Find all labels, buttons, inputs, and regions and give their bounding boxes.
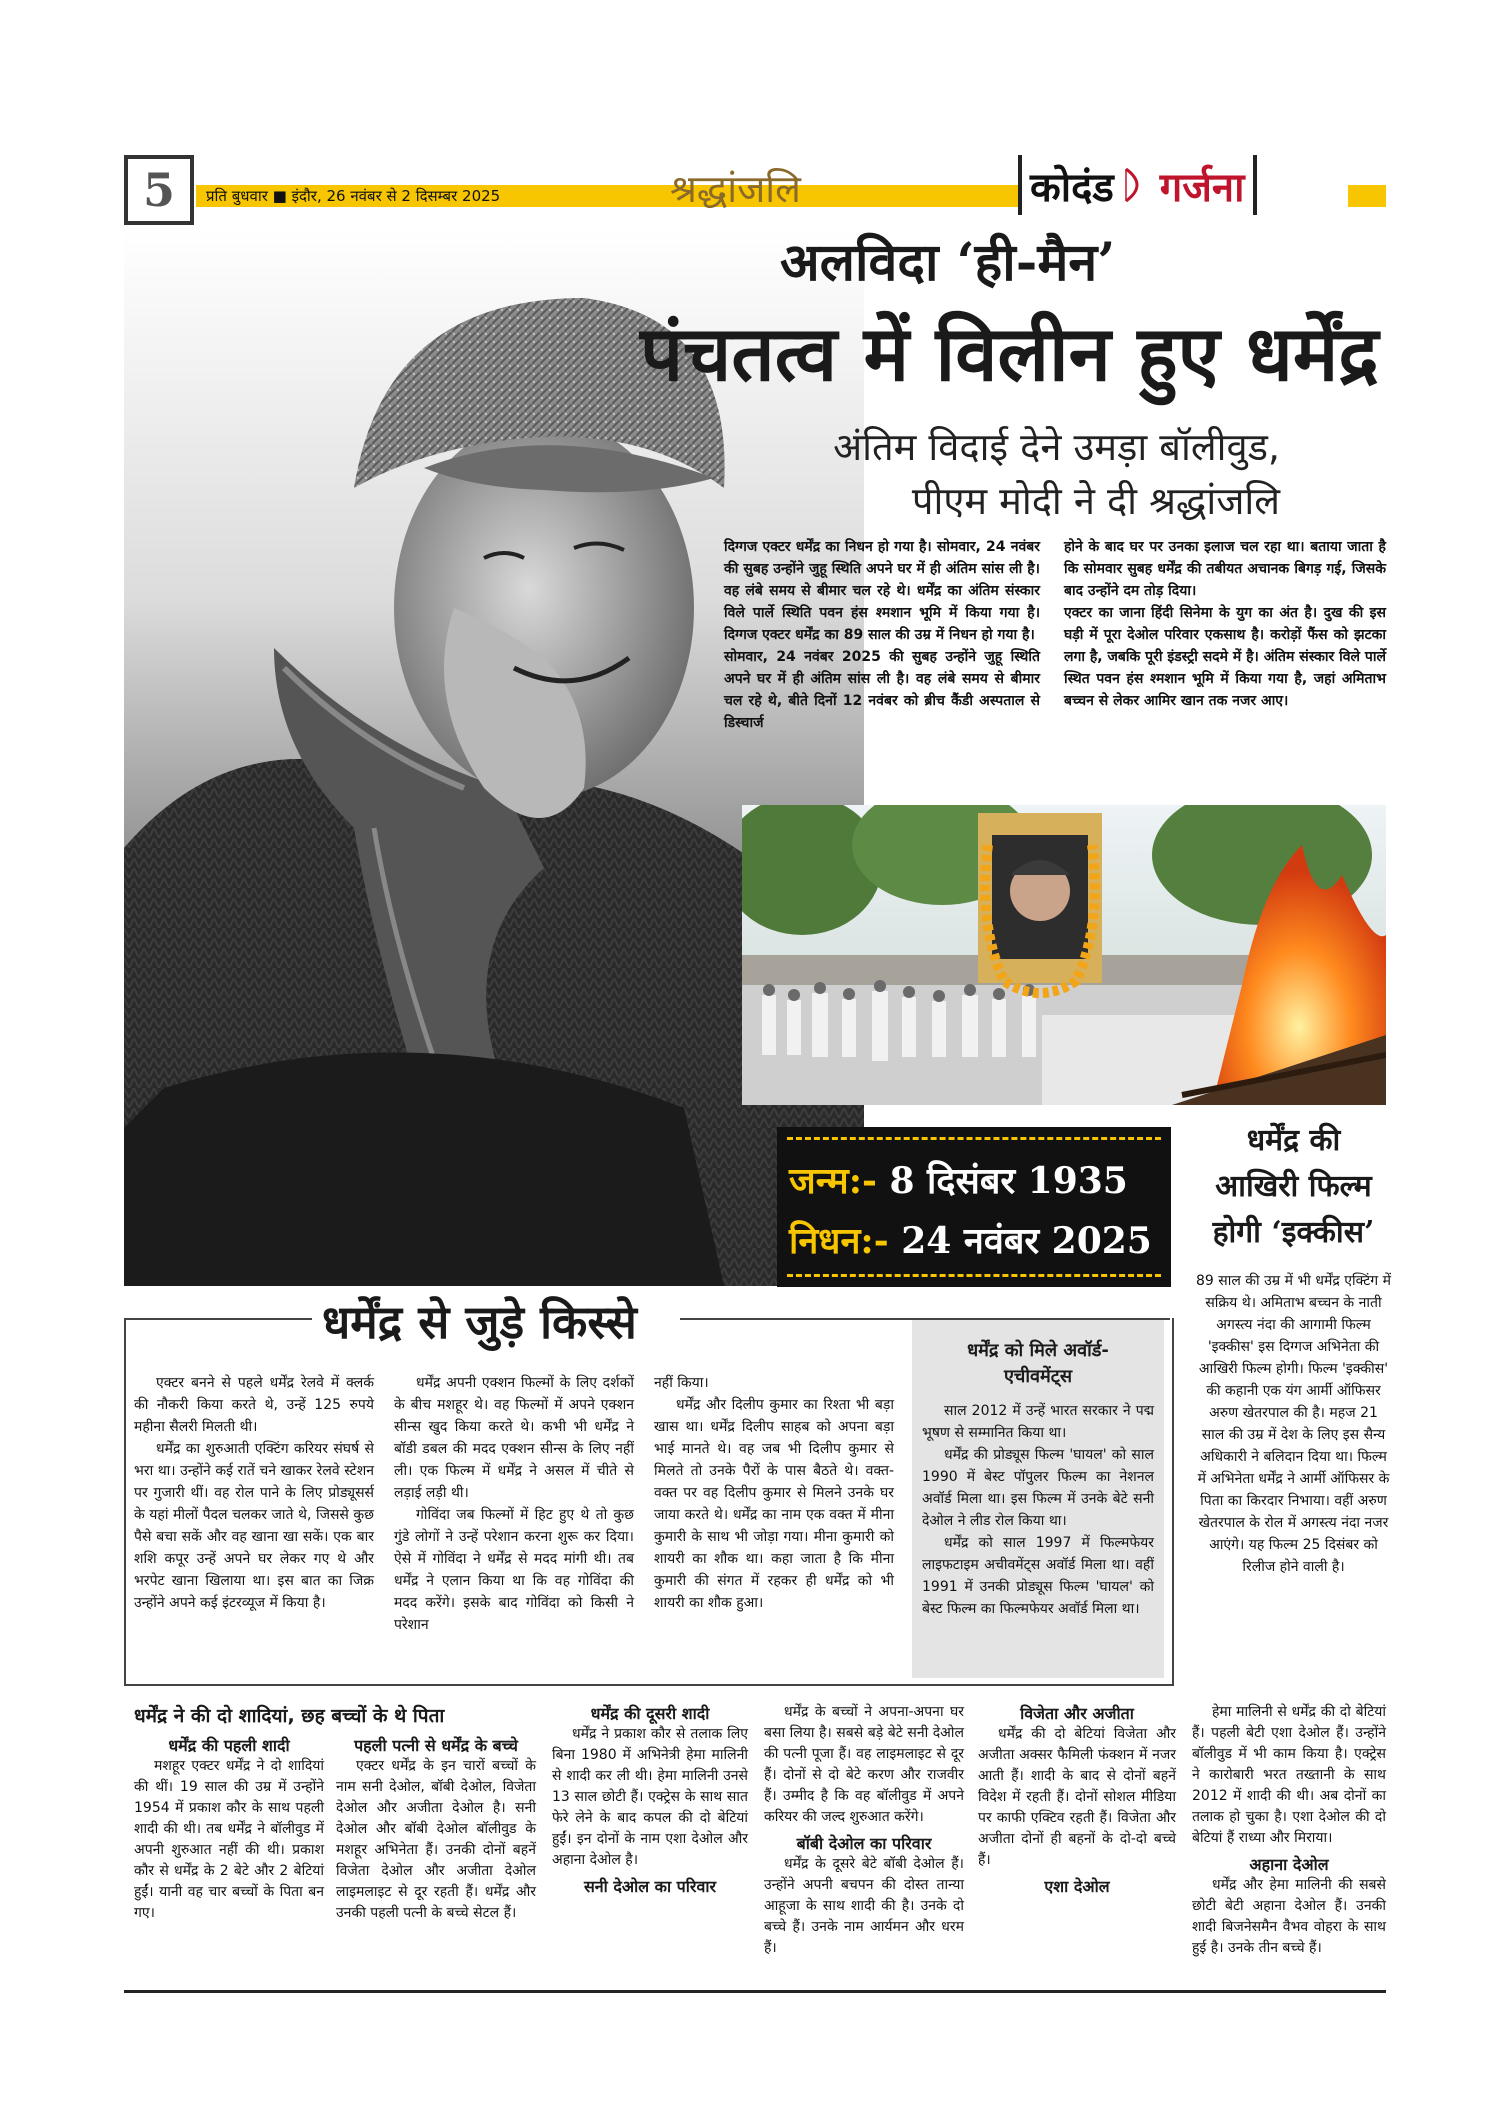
sub-headline-line1: अंतिम विदाई देने उमड़ा बॉलीवुड, [833,425,1280,469]
story-paragraph: एक्टर बनने से पहले धर्मेंद्र रेलवे में क्लर्क की नौकरी किया करते थे, उन्हें 125 रुपये महीना सैलरी मिलती थी। [134,1375,374,1435]
awards-paragraph: धर्मेंद्र की प्रोड्यूस फिल्म 'घायल' को साल 1990 में बेस्ट पॉपुलर फिल्म का नेशनल अवॉर्ड मिला था। इस फिल्म में उनके बेटे सनी देओल ने लीड रोल किया था। [922,1447,1154,1529]
intro-paragraph: होने के बाद घर पर उनका इलाज चल रहा था। बताया जाता है कि सोमवार सुबह धर्मेंद्र की तबीयत अचानक बिगड़ गई, जिसके बाद उन्होंने दम तोड़ दिया। [1064,539,1386,599]
first-kids-text: एक्टर धर्मेंद्र के इन चारों बच्चों के नाम सनी देओल, बॉबी देओल, विजेता देओल और अजीता देओल है। सनी देओल और बॉबी देओल बॉलीवुड के मशहूर अभिनेता हैं। उनकी दोनों बहनें विजेता देओल और अजीता देओल लाइमलाइट से दूर रहती हैं। धर्मेंद्र और उनकी पहली पत्नी के बच्चे सेटल हैं। [336,1758,536,1921]
second-marriage-title: धर्मेंद्र की दूसरी शादी [590,1704,710,1723]
story-column-1 [134,1372,374,1614]
second-marriage-body [552,1724,748,1871]
main-headline: पंचतत्व में विलीन हुए धर्मेंद्र [640,309,1379,398]
stories-title: धर्मेंद्र से जुड़े किस्से [322,1295,637,1349]
sunny-family-text: धर्मेंद्र के बच्चों ने अपना-अपना घर बसा लिया है। सबसे बड़े बेटे सनी देओल की पत्नी पूजा हैं। वह लाइमलाइट से दूर हैं। दोनों से दो बेटे करण और राजवीर हैं। उम्मीद है कि वह बॉलीवुड में अपने करियर की जल्द शुरुआत करेंगे। [764,1704,964,1825]
first-marriage-title: धर्मेंद्र की पहली शादी [168,1736,290,1755]
dateline: प्रति बुधवार ■ इंदौर, 26 नवंबर से 2 दिसम्बर 2025 [206,187,501,205]
ahana-text: धर्मेंद्र और हेमा मालिनी की सबसे छोटी बेटी अहाना देओल हैं। उनकी शादी बिजनेसमैन वैभव वोहरा के साथ हुई है। उनके तीन बच्चे हैं। [1192,1877,1386,1956]
sunny-family-body [764,1702,964,1828]
last-film-title-line: होगी ‘इक्कीस’ [1212,1215,1375,1250]
story-paragraph: धर्मेंद्र अपनी एक्शन फिल्मों के लिए दर्शकों के बीच मशहूर थे। वह फिल्मों में अपने एक्शन सीन्स खुद किया करते थे। कभी भी धर्मेंद्र ने बॉडी डबल की मदद एक्शन सीन्स के लिए नहीं ली। एक फिल्म में धर्मेंद्र ने असल में चीते से लड़ाई लड़ी थी। [394,1375,634,1501]
last-film-title-line: धर्मेंद्र की [1246,1123,1341,1158]
bobby-family-text: धर्मेंद्र के दूसरे बेटे बॉबी देओल हैं। उन्होंने अपनी बचपन की दोस्त तान्या आहूजा के साथ शादी की है। उनके दो बच्चे हैं। उनके नाम आर्यमन और धरम हैं। [764,1856,964,1956]
vijeta-ajeeta-title: विजेता और अजीता [1020,1704,1134,1723]
sunny-bobby-column [764,1702,964,1959]
second-marriage-column [552,1702,748,1897]
marriages-title: धर्मेंद्र ने की दो शादियां, छह बच्चों के थे पिता [134,1705,445,1727]
awards-paragraph: धर्मेंद्र को साल 1997 में फिल्मफेयर लाइफटाइम अचीवमेंट्स अवॉर्ड मिला था। वहीं 1991 में उनकी प्रोड्यूस फिल्म 'घायल' को बेस्ट फिल्म का फिल्मफेयर अवॉर्ड मिला था। [922,1535,1154,1617]
vijeta-ajeeta-body [978,1724,1176,1871]
kicker-headline: अलविदा ‘ही-मैन’ [780,232,1116,293]
bow-icon [1122,165,1152,205]
awards-body [912,1400,1164,1620]
esha-text: हेमा मालिनी से धर्मेंद्र की दो बेटियां हैं। पहली बेटी एशा देओल हैं। उन्होंने बॉलीवुड में भी काम किया है। एक्ट्रेस ने कारोबारी भरत तख्तानी के साथ 2012 में शादी की थी। अब दोनों का तलाक हो चुका है। एशा देओल की दो बेटियां हैं राध्या और मिराया। [1192,1704,1386,1846]
sub-headline [760,420,1280,528]
sub-headline-line2: पीएम मोदी ने दी श्रद्धांजलि [911,479,1280,523]
first-marriage-body [134,1756,324,1924]
vijeta-ajeeta-text: धर्मेंद्र की दो बेटियां विजेता और अजीता अक्सर फैमिली फंक्शन में नजर आती हैं। शादी के बाद से दोनों बहनें विदेश में रहती हैं। दोनों सोशल मीडिया पर काफी एक्टिव रहती हैं। विजेता और अजीता दोनों ही बहनों के दो-दो बच्चे हैं। [978,1726,1176,1868]
first-marriage-column [134,1734,324,1924]
awards-paragraph: साल 2012 में उन्हें भारत सरकार ने पद्म भूषण से सम्मानित किया था। [922,1403,1154,1441]
ahana-body [1192,1875,1386,1959]
intro-paragraph: सोमवार, 24 नवंबर 2025 की सुबह उन्होंने जुहू स्थिति अपने घर में ही अंतिम सांस ली है। वह लंबे समय से बीमार चल रहे थे, बीते दिनों 12 नवंबर को ब्रीच कैंडी अस्पताल से डिस्चार्ज [724,649,1040,731]
awards-box [912,1320,1164,1678]
awards-title-line: धर्मेंद्र को मिले अवॉर्ड- [967,1340,1109,1361]
ahana-title: अहाना देओल [1249,1855,1329,1874]
esha-title: एशा देओल [1044,1877,1110,1896]
bobby-family-title: बॉबी देओल का परिवार [796,1834,932,1853]
story-paragraph: गोविंदा जब फिल्मों में हिट हुए थे तो कुछ गुंडे लोगों ने उन्हें परेशान करना शुरू कर दिया। ऐसे में गोविंदा ने धर्मेंद्र से मदद मांगी थी। तब धर्मेंद्र ने एलान किया था कि वह गोविंदा की मदद करेंगे। इसके बाद गोविंदा को किसी ने परेशान [394,1507,634,1633]
last-film-title-line: आखिरी फिल्म [1215,1169,1372,1204]
story-paragraph: धर्मेंद्र और दिलीप कुमार का रिश्ता भी बड़ा खास था। धर्मेंद्र दिलीप साहब को अपना बड़ा भाई मानते थे। वह जब भी दिलीप कुमार से मिलते तो उनके पैरों के पास बैठते थे। वक्त-वक्त पर वह दिलीप कुमार से मिलने उनके घर जाया करते थे। धर्मेंद्र का नाम एक वक्त में मीना कुमारी के साथ भी जोड़ा गया। मीना कुमारी को शायरी का शौक था। कहा जाता है कि मीना कुमारी की संगत में रहकर ही धर्मेंद्र को भी शायरी का शौक हुआ। [654,1397,894,1611]
esha-ahana-column [1192,1702,1386,1959]
esha-body [1192,1702,1386,1849]
first-kids-column [336,1734,536,1924]
second-marriage-text: धर्मेंद्र ने प्रकाश कौर से तलाक लिए बिना 1980 में अभिनेत्री हेमा मालिनी से शादी कर ली थी। हेमा मालिनी उनसे 13 साल छोटी हैं। एक्ट्रेस के साथ सात फेरे लेने के बाद कपल की दो बेटियां हुईं। इन दोनों के नाम एशा देओल और अहाना देओल है। [552,1726,748,1868]
birth-line [789,1155,1128,1204]
sunny-family-title: सनी देओल का परिवार [583,1877,717,1896]
intro-paragraph: दिग्गज एक्टर धर्मेंद्र का निधन हो गया है। सोमवार, 24 नवंबर की सुबह उन्होंने जुहू स्थिति अपने घर में ही अंतिम सांस ली है। वह लंबे समय से बीमार चल रहे थे। धर्मेंद्र का अंतिम संस्कार विले पार्ले स्थिति पवन हंस श्मशान भूमि में किया गया है। दिग्गज एक्टर धर्मेंद्र का 89 साल की उम्र में निधन हो गया है। [724,539,1040,643]
intro-column-2 [1064,536,1386,712]
stories-rule [124,1318,312,1320]
story-column-2 [394,1372,634,1636]
bobby-family-body [764,1854,964,1959]
first-kids-body [336,1756,536,1924]
daughters-column [978,1702,1176,1897]
story-paragraph: धर्मेंद्र का शुरुआती एक्टिंग करियर संघर्ष से भरा था। उन्होंने कई रातें चने खाकर रेलवे स्टेशन पर गुजारी थीं। वह रोल पाने के लिए प्रोड्यूसर्स के यहां मीलों पैदल चलकर जाते थे, जिससे कुछ पैसे बचा सकें और वह खाना खा सकें। एक बार शशि कपूर उन्हें अपने घर लेकर गए थे और भरपेट खाना खिलाया था। इस बात का जिक्र उन्होंने अपने कई इंटरव्यूज में किया है। [134,1441,374,1611]
birth-value: 8 दिसंबर 1935 [889,1160,1128,1202]
last-film-headline [1196,1118,1391,1256]
story-column-3 [654,1372,894,1614]
death-value: 24 नवंबर 2025 [901,1220,1152,1262]
last-film-body: 89 साल की उम्र में भी धर्मेंद्र एक्टिंग में सक्रिय थे। अमिताभ बच्चन के नाती अगस्त्य नंदा की आगामी फिल्म 'इक्कीस' इस दिग्गज अभिनेता की आखिरी फिल्म होगी। फिल्म 'इक्कीस' की कहानी एक यंग आर्मी ऑफिसर अरुण खेतरपाल की है। महज 21 साल की उम्र में देश के लिए इस सैन्य अधिकारी ने बलिदान दिया था। फिल्म में अभिनेता धर्मेंद्र ने आर्मी ऑफिसर के पिता का किरदार निभाया। वहीं अरुण खेतरपाल के रोल में अगस्त्य नंदा नजर आएंगे। यह फिल्म 25 दिसंबर को रिलीज होने वाली है। [1196,1273,1391,1575]
intro-paragraph: एक्टर का जाना हिंदी सिनेमा के युग का अंत है। दुख की इस घड़ी में पूरा देओल परिवार एकसाथ है। करोड़ों फैंस को झटका लगा है, जबकि पूरी इंडस्ट्री सदमे में है। अंतिम संस्कार विले पार्ले स्थित पवन हंस श्मशान भूमि में किया गया है, जहां अमिताभ बच्चन से लेकर आमिर खान तक नजर आए। [1064,605,1386,709]
birth-death-box [777,1127,1171,1287]
awards-title [920,1338,1156,1390]
bottom-rule [124,1990,1386,1993]
page-number: 5 [124,155,194,225]
section-title: श्रद्धांजलि [670,167,801,211]
brand-part2: गर्जना [1159,164,1245,211]
first-kids-title: पहली पत्नी से धर्मेंद्र के बच्चे [354,1736,518,1755]
death-line [789,1215,1152,1264]
brand-part1: कोदंड [1030,164,1114,211]
death-label: निधन:- [789,1220,889,1262]
awards-title-line: एचीवमेंट्स [1003,1366,1073,1387]
funeral-photo [742,805,1386,1105]
story-paragraph: नहीं किया। [654,1375,709,1391]
birth-label: जन्म:- [789,1160,877,1202]
first-marriage-text: मशहूर एक्टर धर्मेंद्र ने दो शादियां की थीं। 19 साल की उम्र में उन्होंने 1954 में प्रकाश कौर के साथ पहली शादी की थी। तब धर्मेंद्र ने बॉलीवुड में अपनी शुरुआत नहीं की थी। प्रकाश कौर से धर्मेंद्र के 2 बेटे और 2 बेटियां हुईं। यानी वह चार बच्चों के पिता बन गए। [134,1758,324,1921]
intro-column-1 [724,536,1040,734]
brand-logo [1018,150,1348,220]
